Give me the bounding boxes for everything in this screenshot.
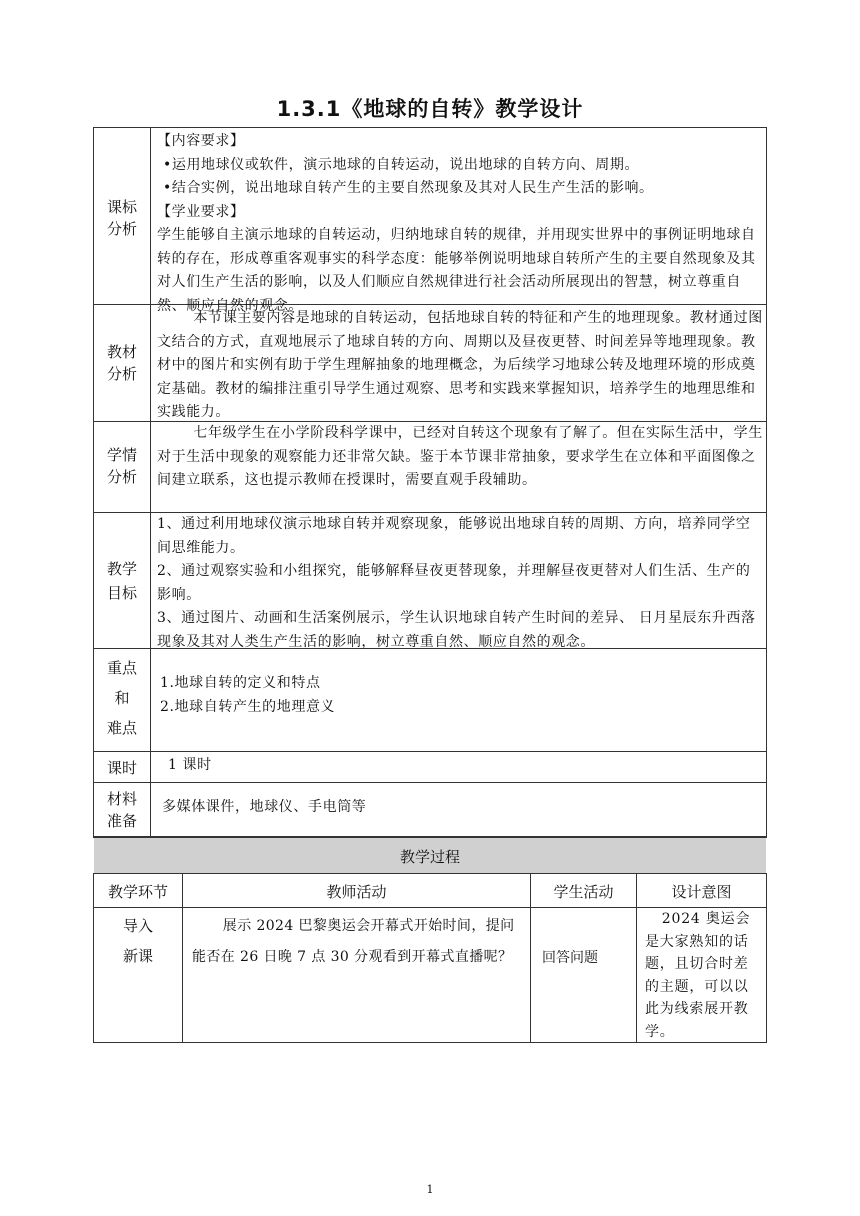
header-student: 学生活动 [553,883,614,901]
label-hours: 课时 [106,759,137,777]
goal-item: 3、通过图片、动画和生活案例展示，学生认识地球自转产生时间的差异、 日月星辰东升西落现象及其对人类生产生活的影响，树立尊重自然、顺应自然的观念。 [157,610,756,650]
curriculum-bullet: •结合实例，说出地球自转产生的主要自然现象及其对人民生产生活的影响。 [163,180,654,196]
page-title: 1.3.1《地球的自转》教学设计 [276,97,584,121]
row-teacher-text: 展示 2024 巴黎奥运会开幕式开始时间，提问能否在 26 日晚 7 点 30 分观看到开幕式直播呢？ [192,918,515,965]
row-student: 回答问题 [542,950,598,966]
process-title: 教学过程 [399,848,460,866]
keypoint-item: 1.地球自转的定义和特点 [160,675,321,691]
textbook-body: 本节课主要内容是地球的自转运动，包括地球自转的特征和产生的地理现象。教材通过图文结合的方式，直观地展示了地球自转的方向、周期以及昼夜更替、时间差异等地理现象。教材中的图片和实例有助于学生理解抽象的地理概念，为后续学习地球公转及地理环境的形成奠定基础。教材的编排注重引导学生通过观察、思考和实践来掌握知识，培养学生的地理思维和实践能力。 [157,310,763,420]
row-intent-text: 2024 奥运会是大家熟知的话题，且切合时差的主题，可以以此为线索展开教学。 [645,911,751,1040]
curriculum-heading-content-req: 【内容要求】 [157,133,245,149]
label-keypoints [100,653,144,743]
row-stage-line: 导入 [122,917,153,935]
row-stage-line: 新课 [122,947,153,965]
header-teacher: 教师活动 [326,883,387,901]
goals-content [157,513,763,654]
label-keypoints-line: 和 [114,689,130,707]
page-number: 1 [426,1183,434,1196]
label-goals: 教学目标 [106,560,137,602]
curriculum-heading-academic-req: 【学业要求】 [157,203,245,220]
textbook-content [157,307,763,425]
curriculum-bullet: •运用地球仪或软件，演示地球的自转运动，说出地球的自转方向、周期。 [163,156,640,173]
row-intent [645,908,760,1043]
keypoints-content [160,672,760,719]
label-textbook: 教材分析 [106,343,137,383]
label-students: 学情分析 [106,446,137,486]
goal-item: 2、通过观察实验和小组探究，能够解释昼夜更替现象，并理解昼夜更替对人们生活、生产的影响。 [157,563,751,603]
keypoint-item: 2.地球自转产生的地理意义 [160,698,336,715]
curriculum-body: 学生能够自主演示地球的自转运动，归纳地球自转的规律，并用现实世界中的事例证明地球自转的存在，形成尊重客观事实的科学态度：能够举例说明地球自转所产生的主要自然现象及其对人们生产生活的影响，以及人们顺应自然规律进行社会活动所展现出的智慧，树立尊重自然、顺应自然的观念。 [157,227,756,314]
materials-value: 多媒体课件，地球仪、手电筒等 [162,799,367,815]
row-teacher [192,911,524,973]
students-body: 七年级学生在小学阶段科学课中，已经对自转这个现象有了解了。但在实际生活中，学生对于生活中现象的观察能力还非常欠缺。鉴于本节课非常抽象，要求学生在立体和平面图像之间建立联系，这也提示教师在授课时，需要直观手段辅助。 [157,425,763,488]
row-stage [94,911,182,971]
header-stage: 教学环节 [107,883,168,901]
label-keypoints-line: 重点 [106,659,137,677]
hours-value: 1 课时 [168,757,212,773]
label-curriculum: 课标分析 [106,198,137,238]
header-intent: 设计意图 [671,883,732,901]
label-materials: 材料准备 [106,790,137,830]
curriculum-content [157,130,763,318]
label-keypoints-line: 难点 [106,719,137,737]
students-content [157,422,763,493]
goal-item: 1、通过利用地球仪演示地球自转并观察现象，能够说出地球自转的周期、方向，培养同学空间思维能力。 [157,516,751,556]
